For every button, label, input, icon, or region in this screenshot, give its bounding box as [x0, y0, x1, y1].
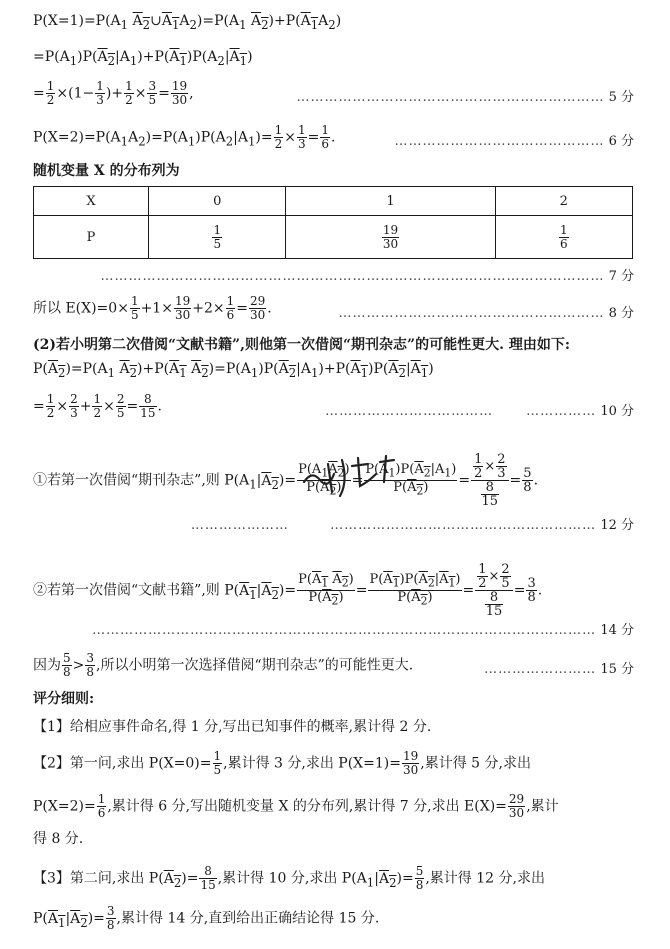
score-15: …………………… 15 分 [484, 662, 634, 677]
part2-eq1: $P(A_2)=P(A_1$ $A_2)+P(A_1$ $A_2)=P(A_1)P(A_2|A_1)+P(A_1)P(A_2|A_1)$ [33, 361, 434, 380]
score-14: ……………………………………………………………………………………………… 14 分 [92, 623, 634, 638]
table-prob-0: $\frac{1}{5}$ [149, 216, 286, 259]
rules-title: 评分细则: [33, 691, 95, 707]
table-prob-2: $\frac{1}{6}$ [495, 216, 632, 259]
handwriting-scribble [298, 452, 408, 502]
case1-eq: ①若第一次借阅“期刊杂志”,则 $P(A_1|A_2)=$ $\frac{P(A_1A_2)}{P(A_2)}$ = $\frac{P(A_1)P(A_2|A_1)}{P(A_2)}$ = $\frac{1}{2}$ × $\frac{2}{3}$ $\frac{8}{15}$ = $\frac{5}{8}$ . [33, 452, 539, 509]
rule2-line2: P(X=2)= $\frac{1}{6}$ ,累计得 6 分,写出随机变量 X 的分布列,累计得 7 分,求出 E(X)= $\frac{29}{30}$ ,累计 [33, 792, 559, 820]
p2-eq: $P(X=2)=P(A_1A_2)=P(A_1)P(A_2|A_1)=$ $\frac{1}{2}$ × $\frac{1}{3}$ = $\frac{1}{6}$ . [33, 123, 336, 151]
score-6: ……………………………………… 6 分 [394, 134, 634, 149]
table-header-1: 1 [286, 187, 495, 216]
rule2-line3: 得 8 分. [33, 831, 84, 847]
p1-eq3: = $\frac{1}{2}$ ×(1− $\frac{1}{3}$ )+ $\frac{1}{2}$ × $\frac{3}{5}$ = $\frac{19}{30}$ , [33, 79, 194, 107]
rule1: 【1】给相应事件命名,得 1 分,写出已知事件的概率,累计得 2 分. [33, 719, 432, 735]
table-row-label: P [34, 216, 149, 259]
table-prob-1: $\frac{19}{30}$ [286, 216, 495, 259]
case2-eq: ②若第一次借阅“文献书籍”,则 $P(A_1|A_2)=$ $\frac{P(A_1 A_2)}{P(A_2)}$ = $\frac{P(A_1)P(A_2|A_1)}{P(A_2)}$ = $\frac{1}{2}$ × $\frac{2}{5}$ $\frac{8}{15}$ = $\frac{3}{8}$ . [33, 562, 543, 619]
table-header-x: X [34, 187, 149, 216]
score-5: ………………………………………………………… 5 分 [296, 90, 634, 105]
conclusion: 因为 $\frac{5}{8}$ > $\frac{3}{8}$ ,所以小明第一次选择借阅“期刊杂志”的可能性更大. [33, 651, 414, 679]
p1-eq1: $P(X=1)=P(A_1$ $A_2\cup A_1A_2)=P(A_1$ $A_2)+P(A_1A_2)$ [33, 13, 342, 32]
p1-eq2: $=P(A_1)P(A_2|A_1)+P(A_1)P(A_2|A_1)$ [33, 49, 253, 68]
score-12: ………………… ………………………………………………… 12 分 [190, 518, 634, 533]
ex-eq: 所以 E(X)=0× $\frac{1}{5}$ +1× $\frac{19}{30}$ +2× $\frac{1}{6}$ = $\frac{29}{30}$ . [33, 294, 272, 322]
rule3-line2: $P(A_1|A_2)=$ $\frac{3}{8}$ ,累计得 14 分,直到给出正确结论得 15 分. [33, 904, 380, 932]
table-header-0: 0 [149, 187, 286, 216]
score-7: ……………………………………………………………………………………………… 7 分 [100, 269, 634, 284]
rule2-line1: 【2】第一问,求出 P(X=0)= $\frac{1}{5}$ ,累计得 3 分,求出 P(X=1)= $\frac{19}{30}$ ,累计得 5 分,求出 [33, 749, 531, 777]
dist-title: 随机变量 X 的分布列为 [33, 163, 180, 179]
score-10: ……………………………… …………… 10 分 [325, 404, 634, 419]
table-header-2: 2 [495, 187, 632, 216]
score-8: ………………………………………………… 8 分 [338, 306, 634, 321]
part2-intro: (2)若小明第二次借阅“文献书籍”,则他第一次借阅“期刊杂志”的可能性更大. 理由如下: [33, 337, 570, 353]
rule3-line1: 【3】第二问,求出 $P(A_2)=$ $\frac{8}{15}$ ,累计得 10 分,求出 $P(A_1|A_2)=$ $\frac{5}{8}$ ,累计得 12 分,求出 [33, 864, 545, 892]
part2-eq2: = $\frac{1}{2}$ × $\frac{2}{3}$ + $\frac{1}{2}$ × $\frac{2}{5}$ = $\frac{8}{15}$ . [33, 392, 162, 420]
distribution-table [33, 186, 633, 259]
